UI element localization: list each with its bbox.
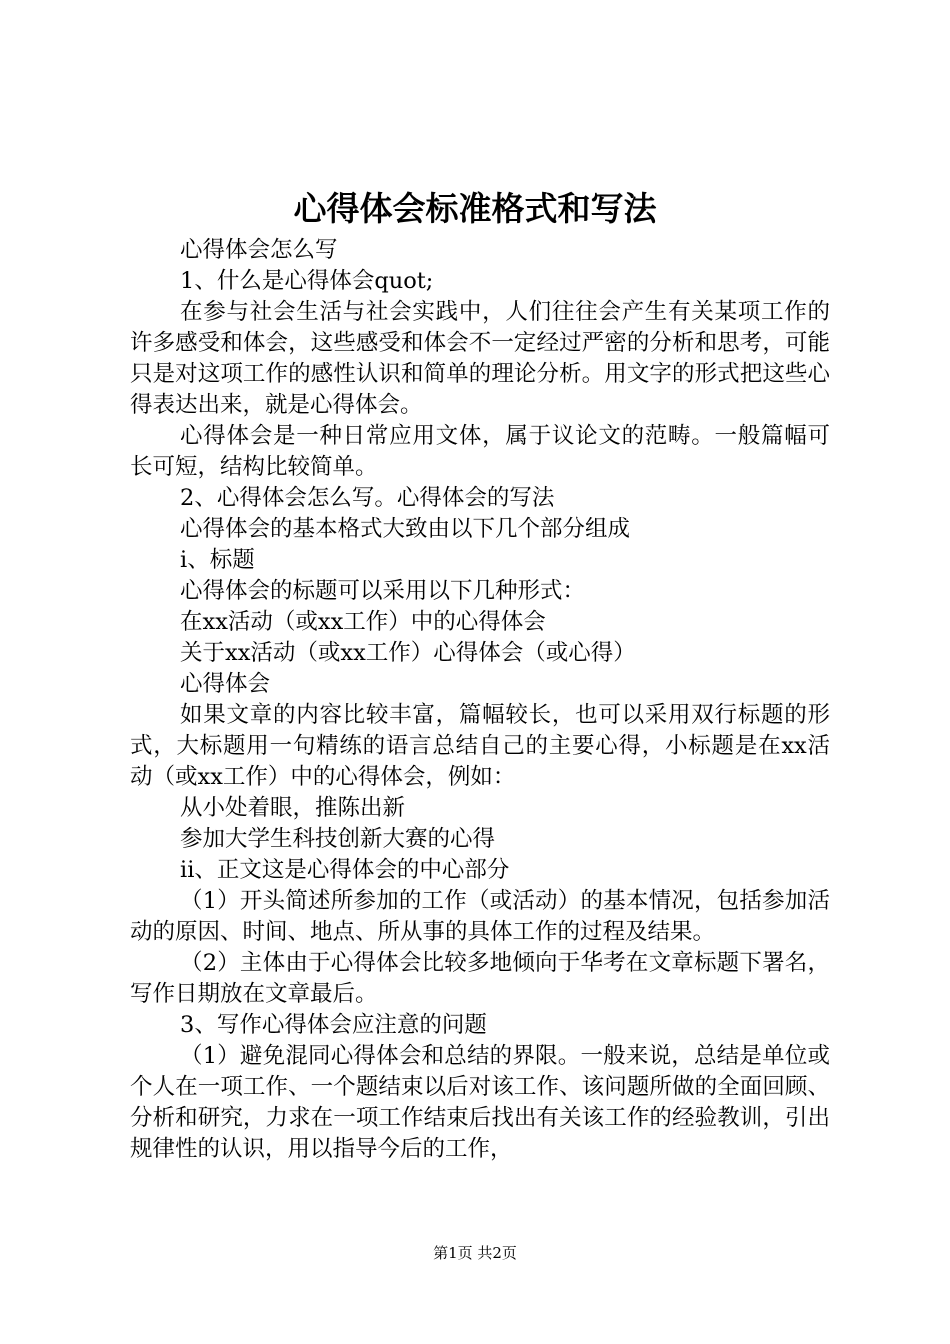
paragraph: 3、写作心得体会应注意的问题: [180, 1012, 487, 1038]
paragraph: 心得体会是一种日常应用文体，属于议论文的范畴。一般篇幅可长可短，结构比较简单。: [130, 423, 830, 480]
paragraph: 关于xx活动（或xx工作）心得体会（或心得）: [180, 640, 636, 666]
paragraph: i、标题: [180, 547, 255, 573]
paragraph: 心得体会的基本格式大致由以下几个部分组成: [180, 516, 631, 542]
paragraph: 2、心得体会怎么写。心得体会的写法: [180, 485, 555, 511]
paragraph: ii、正文这是心得体会的中心部分: [180, 857, 510, 883]
document-title: 心得体会标准格式和写法: [293, 189, 657, 228]
paragraph: 在参与社会生活与社会实践中，人们往往会产生有关某项工作的许多感受和体会，这些感受和体会不一定经过严密的分析和思考，可能只是对这项工作的感性认识和简单的理论分析。用文字的形式把这些心得表达出来，就是心得体会。: [130, 299, 830, 418]
paragraph: 从小处着眼，推陈出新: [180, 795, 406, 821]
paragraph: 1、什么是心得体会quot;: [180, 268, 434, 294]
paragraph: 心得体会的标题可以采用以下几种形式：: [180, 578, 586, 604]
paragraph: （1）避免混同心得体会和总结的界限。一般来说，总结是单位或个人在一项工作、一个题结束以后对该工作、该问题所做的全面回顾、分析和研究，力求在一项工作结束后找出有关该工作的经验教训，引出规律性的认识，用以指导今后的工作，: [130, 1043, 830, 1162]
paragraph: 在xx活动（或xx工作）中的心得体会: [180, 609, 546, 635]
paragraph: （1）开头简述所参加的工作（或活动）的基本情况，包括参加活动的原因、时间、地点、所从事的具体工作的过程及结果。: [130, 888, 830, 945]
paragraph: 心得体会: [180, 671, 271, 697]
paragraph: 如果文章的内容比较丰富，篇幅较长，也可以采用双行标题的形式，大标题用一句精练的语言总结自己的主要心得，小标题是在xx活动（或xx工作）中的心得体会，例如：: [130, 702, 830, 790]
paragraph: （2）主体由于心得体会比较多地倾向于华考在文章标题下署名，写作日期放在文章最后。: [130, 950, 830, 1007]
page-number-footer: 第1页 共2页: [433, 1244, 517, 1262]
paragraph: 参加大学生科技创新大赛的心得: [180, 826, 496, 852]
paragraph: 心得体会怎么写: [180, 237, 338, 263]
document-body: [130, 235, 830, 1165]
